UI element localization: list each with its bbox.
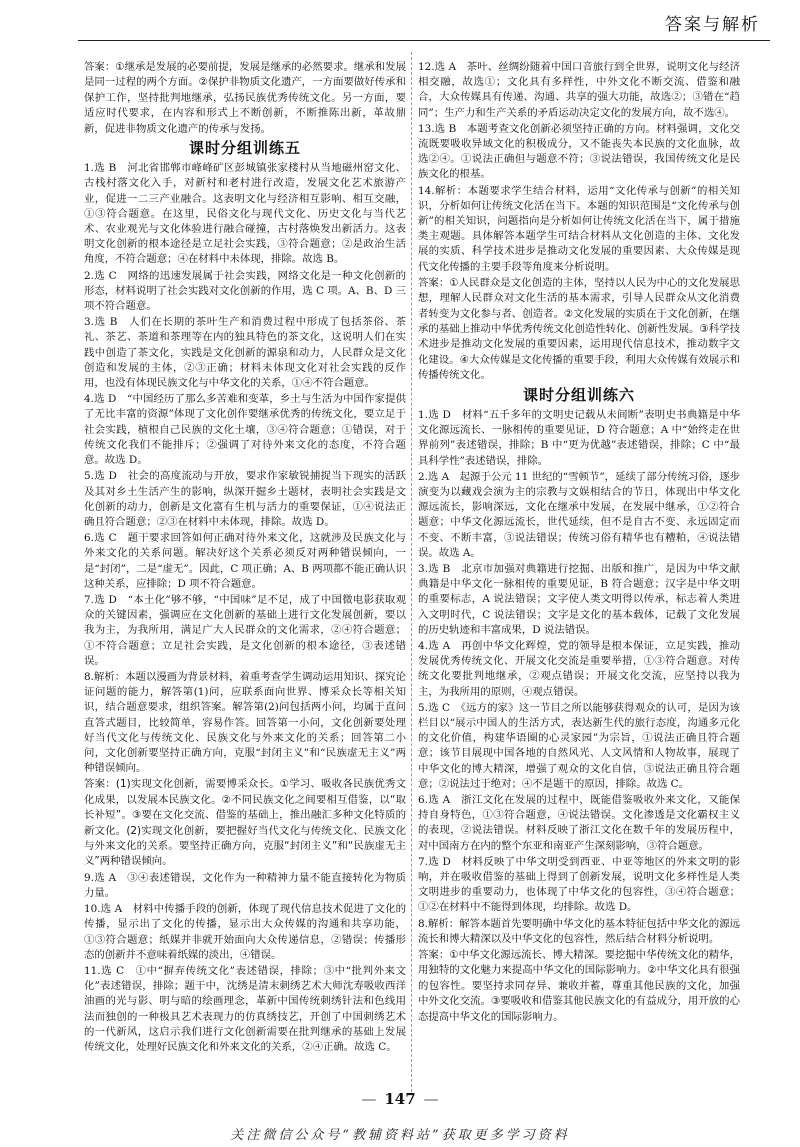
page-number [0, 1090, 800, 1108]
left-item-1: 1.选 B 河北省邯郸市峰峰矿区彭城镇张家楼村从当地磁州窑文化、古栈村落文化入手，对新村和老村进行改造，发展文化艺术旅游产业，促进一二三产业融合。这表明文化与经济相互影响、相互交融，①③符合题意。在这里，民俗文化与现代文化、历史文化与当代艺术、农业观光与文化体验进行融合碰撞，古村落焕发出新活力。这表明文化创新的根本途径是立足社会实践，③符合题意；②是政治生活角度，不符合题意；④在材料中未体现，排除。故选 B。 [84, 162, 406, 266]
section-title-six: 课时分组训练六 [522, 385, 635, 404]
page-header [0, 0, 800, 44]
left-item-8-answer: 答案：(1)实现文化创新，需要博采众长。①学习、吸收各民族优秀文化成果，以发展本民族文化。②不同民族文化之间要相互借鉴，以“取长补短”。③要在文化交流、借鉴的基础上，推出融汇多种文化特质的新文化。(2)实现文化创新，要把握好当代文化与传统文化、民族文化与外来文化的关系。要坚持正确方向，克服“封闭主义”和“民族虚无主义”两种错误倾向。 [84, 778, 406, 868]
right-six-item-7: 7.选 D 材料反映了中华文明受到西亚、中亚等地区的外来文明的影响，并在吸收借鉴的基础上得到了创新发展，说明文化多样性是人类文明进步的重要动力，也体现了中华文化的包容性，③④符合题意；①②在材料中不能得到体现，均排除。故选 D。 [418, 855, 740, 914]
right-six-item-4: 4.选 A 再创中华文化辉煌，党的领导是根本保证，立足实践，推动发展优秀传统文化、开展文化交流是重要举措，①③符合题意。对传统文化要批判地继承，②观点错误；开展文化交流，应坚持以我为主，为我所用的原则，④观点错误。 [418, 639, 740, 698]
column-divider [411, 52, 412, 1092]
left-item-2: 2.选 C 网络的迅速发展属于社会实践，网络文化是一种文化创新的形态，材料说明了社会实践对文化创新的作用，选 C 项。A、B、D 三项不符合题意。 [84, 269, 406, 313]
right-six-item-1: 1.选 D 材料“五千多年的文明史记载从未间断”表明史书典籍是中华文化源远流长、一脉相传的重要见证，D 符合题意；A 中“始终走在世界前列”表述错误，排除；B 中“更为优越”表述错误，排除；C 中“最具科学性”表述错误，排除。 [418, 408, 740, 467]
right-item-14-answer: 答案：①人民群众是文化创造的主体，坚持以人民为中心的文化发展思想，理解人民群众对文化生活的基本需求，引导人民群众从文化消费者转变为文化参与者、创造者。②文化发展的实质在于文化创新，在继承的基础上推动中华优秀传统文化创造性转化、创新性发展。③科学技术进步是推动文化发展的重要因素，运用现代信息技术，推动数字文化建设。④大众传媒是文化传播的重要手段，利用大众传媒有效展示和传播传统文化。 [418, 276, 740, 382]
right-six-item-3: 3.选 B 北京市加强对典籍进行挖掘、出版和推广，是因为中华文献典籍是中华文化一脉相传的重要见证，B 符合题意；汉字是中华文明的重要标志，A 说法错误；文字使人类文明得以传承，标志着人类进入文明时代，C 说法错误；文字是文化的基本载体，记载了文化发展的历史轨迹和丰富成果，D 说法错误。 [418, 562, 740, 636]
left-item-3: 3.选 B 人们在长期的茶叶生产和消费过程中形成了包括茶俗、茶礼、茶艺、茶道和茶理等在内的独具特色的茶文化，这说明人们在实践中创造了茶文化，实践是文化创新的源泉和动力，人民群众是文化创造和发展的主体，②③正确；材料未体现文化对社会实践的反作用，也没有体现民族文化与中华文化的关系，①④不符合题意。 [84, 316, 406, 390]
left-item-9: 9.选 A ③④表述错误，文化作为一种精神力量不能直接转化为物质力量。 [84, 871, 406, 899]
header-rule [78, 40, 770, 41]
right-six-item-6: 6.选 A 浙江文化在发展的过程中，既能借鉴吸收外来文化，又能保持自身特色，①③符合题意，④说法错误。文化渗透是文化霸权主义的表现，②说法错误。材料反映了浙江文化在数千年的发展历程中，对中国南方在内的整个东亚和南亚产生深刻影响，③符合题意。 [418, 793, 740, 852]
left-column [84, 60, 406, 1080]
left-item-5: 5.选 D 社会的高度流动与开放，要求作家敏锐捕捉当下现实的活跃及其对乡土生活产生的影响，纵深开掘乡土题材，表明社会实践是文化创新的动力，创新是文化富有生机与活力的重要保证，①④说法正确且符合题意；②③在材料中未体现，排除。故选 D。 [84, 470, 406, 528]
intro-answer: 答案：①继承是发展的必要前提，发展是继承的必然要求。继承和发展是同一过程的两个方面。②保护非物质文化遗产，一方面要做好传承和保护工作，坚持批判地继承，弘扬民族优秀传统文化。另一方面，要适应时代要求，在内容和形式上不断创新，不断推陈出新，革故鼎新，促进非物质文化遗产的传承与发扬。 [84, 61, 406, 135]
left-item-6: 6.选 C 题干要求回答如何正确对待外来文化，这就涉及民族文化与外来文化的关系问题。解决好这个关系必须反对两种错误倾向，一是“封闭”，二是“虚无”。因此，C 项正确；A、B 两项都不能正确认识这种关系，应排除；D 项不符合题意。 [84, 532, 406, 590]
right-item-13: 13.选 B 本题考查文化创新必须坚持正确的方向。材料强调，文化交流既要吸收异域文化的积极成分，又不能丧失本民族的文化血脉，故选②④。①说法正确但与题意不符；③说法错误，我国传统文化是民族文化的根基。 [418, 122, 740, 181]
right-item-14-analysis: 14.解析：本题要求学生结合材料，运用“文化传承与创新”的相关知识，分析如何让传统文化活在当下。本题的知识范围是“文化传承与创新”的相关知识，问题指向是分析如何让传统文化活在当下，属于措施类主观题。具体解答本题学生可结合材料从文化创造的主体、文化发展的实质、科学技术进步是推动文化发展的重要因素、大众传媒是现代文化传播的主要手段等角度来分析说明。 [418, 184, 740, 273]
page-number-value: 147 [384, 1090, 416, 1108]
right-six-item-2: 2.选 A 起源于公元 11 世纪的“雪顿节”，延续了部分传统习俗，逐步演变为以藏戏会演为主的宗教与文娱相结合的节日，体现出中华文化源远流长，影响深远，文化在继承中发展，在发展中继承，①②符合题意；中华文化源远流长，世代延续，但不是自古不变、永远固定而不变、不断丰富，③说法错误；传统习俗有精华也有糟粕，④说法错误。故选 A。 [418, 470, 740, 559]
left-item-4: 4.选 D “中国经历了那么多苦难和变革，乡土与生活为中国作家提供了无比丰富的资源”体现了文化创作要继承优秀的传统文化，要立足于社会实践，植根自己民族的文化土壤，③④符合题意；①错误，对于传统文化我们不能排斥；②强调了对待外来文化的态度，不符合题意。故选 D。 [84, 393, 406, 467]
right-six-item-5: 5.选 C 《远方的家》这一节目之所以能够获得观众的认可，是因为该栏目以“展示中国人的生活方式，表达新生代的旅行态度，沟通多元化的文化价值，构建华语圈的心灵家园”为宗旨，①说法正确且符合题意；该节目展现中国各地的自然风光、人文风情和人物故事，展现了中华文化的博大精深，增强了观众的文化自信，③说法正确且符合题意；②说法过于绝对；④不是题干的原因，排除。故选 C。 [418, 701, 740, 790]
section-title-five: 课时分组训练五 [188, 139, 301, 158]
left-item-8-analysis: 8.解析：本题以漫画为背景材料，着重考查学生调动运用知识、探究论证问题的能力，解答第(1)问，应联系面向世界、博采众长等相关知识，结合题意要求，组织答案。解答第(2)问包括两小问，均属于直问直答式题目，比较简单，容易作答。回答第一小问，文化创新要处理好当代文化与传统文化、民族文化与外来文化的关系；回答第二小问，文化创新要坚持正确方向，克服“封闭主义”和“民族虚无主义”两种错误倾向。 [84, 670, 406, 775]
right-column [418, 60, 740, 1080]
right-six-item-8-analysis: 8.解析：解答本题首先要明确中华文化的基本特征包括中华文化的源远流长和博大精深以及中华文化的包容性，然后结合材料分析说明。 [418, 917, 740, 945]
footer-note: 关注微信公众号“教辅资料站”获取更多学习资料 [230, 1128, 570, 1143]
left-item-11: 11.选 C ①中“摒弃传统文化”表述错误，排除；③中“批判外来文化”表述错误，排除；题干中，沈绣是清末刺绣艺术大师沈寿吸收西洋油画的光与影、明与暗的绘画理念，革新中国传统刺绣针法和色线用法而独创的一种极具艺术表现力的仿真绣技艺，开创了中国刺绣艺术的一代新风，这启示我们进行文化创新需要在批判继承的基础上发展传统文化，处理好民族文化和外来文化的关系，②④正确。故选 C。 [84, 965, 406, 1054]
right-item-12: 12.选 A 茶叶、丝绸纷随着中国口音旅行到全世界，说明文化与经济相交融，故选①；文化具有多样性，中外文化不断交流、借鉴和融合，大众传媒具有传递、沟通、共享的强大功能，故选②；③错在“趋同”；生产力和生产关系的矛盾运动决定文化的发展方向，故不选④。 [418, 61, 740, 119]
left-item-7: 7.选 D “本土化”够不够，“中国味”足不足，成了中国微电影获取观众的关键因素，强调应在文化创新的基础上进行文化发展创新，要以我为主，为我所用，满足广大人民群众的文化需求，②④符合题意；①不符合题意；立足社会实践，是文化创新的根本途径，③表述错误。 [84, 593, 406, 667]
right-six-item-8-answer: 答案：①中华文化源远流长、博大精深。要挖掘中华传统文化的精华，用独特的文化魅力来提高中华文化的国际影响力。②中华文化具有很强的包容性。要坚持求同存异、兼收并蓄，尊重其他民族的文化，加强中外文化交流。③要吸收和借鉴其他民族文化的有益成分，用开放的心态提高中华文化的国际影响力。 [418, 949, 740, 1023]
page-number-dash-left: — [361, 1090, 377, 1108]
page-number-dash-right: — [423, 1090, 439, 1108]
header-title: 答案与解析 [665, 15, 760, 35]
left-item-10: 10.选 A 材料中传播手段的创新，体现了现代信息技术促进了文化的传播，显示出了文化的传播，显示出大众传媒的沟通和共享功能，①③符合题意；纸媒并非就开始面向大众传递信息，②错误；传播形态的创新并不意味着纸媒的淡出，④错误。 [84, 903, 406, 961]
